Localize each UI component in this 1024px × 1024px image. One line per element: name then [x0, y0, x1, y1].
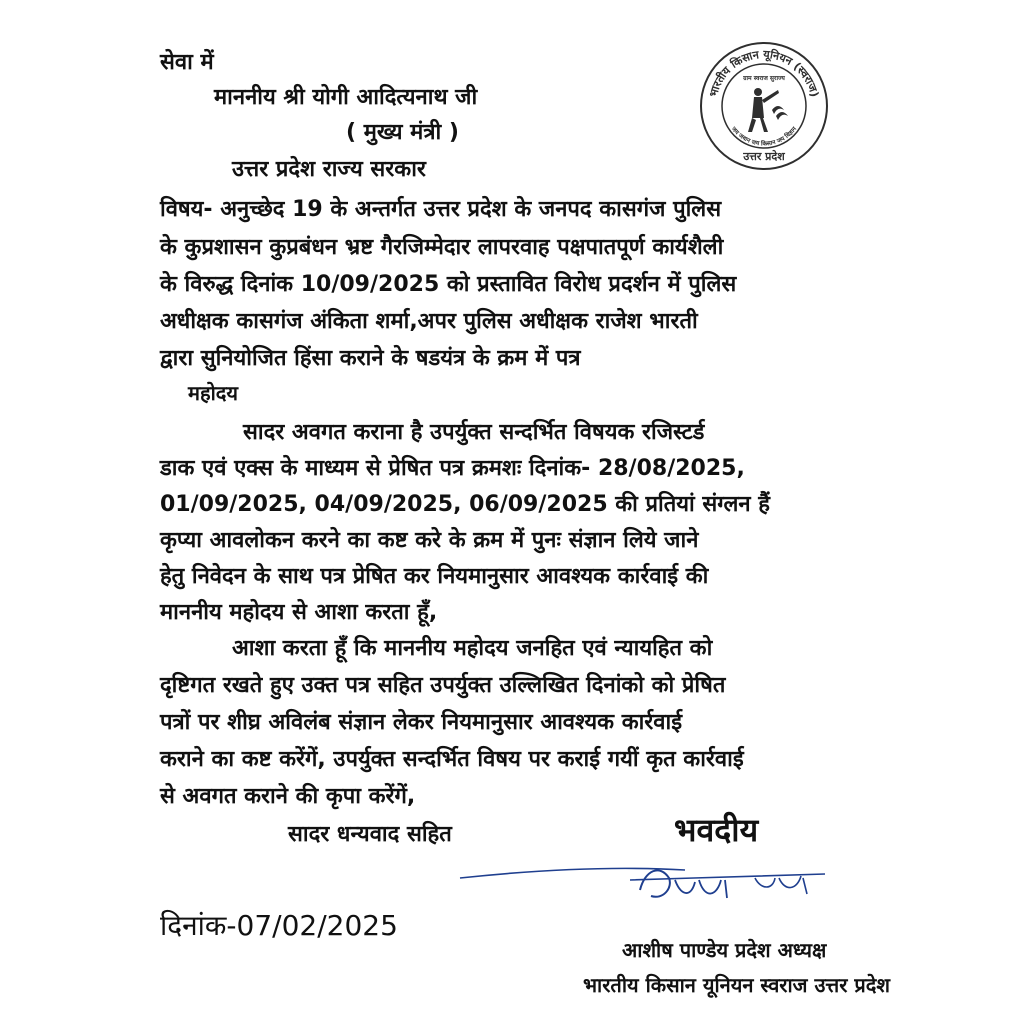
seal-region-text: उत्तर प्रदेश [743, 150, 785, 163]
subject-line-3: के विरुद्ध दिनांक 10/09/2025 को प्रस्तावित विरोध प्रदर्शन में पुलिस [160, 272, 737, 297]
para1-line-4: कृप्या आवलोकन करने का कष्ट करे के क्रम में पुनः संज्ञान लिये जाने [160, 528, 699, 553]
svg-text:भारतीय किसान यूनियन (स्वराज) [707, 47, 821, 98]
para1-line-5: हेतु निवेदन के साथ पत्र प्रेषित कर नियमानुसार आवश्यक कार्रवाई की [160, 564, 709, 589]
para2-line-3: पत्रों पर शीघ्र अविलंब संज्ञान लेकर नियमानुसार आवश्यक कार्रवाई [160, 710, 683, 735]
signatory-organization: भारतीय किसान यूनियन स्वराज उत्तर प्रदेश [583, 973, 890, 997]
handwritten-signature [455, 850, 835, 920]
letter-date: दिनांक-07/02/2025 [160, 909, 398, 942]
seal-graphic [698, 40, 830, 172]
seal-bottom-text: जय जवान जय किसान जय विज्ञान [729, 125, 799, 148]
para2-line-4: कराने का कष्ट करेंगें, उपर्युक्त सन्दर्भित विषय पर कराई गयीं कृत कार्रवाई [160, 747, 744, 772]
para1-line-1: सादर अवगत कराना है उपर्युक्त सन्दर्भित विषयक रजिस्टर्ड [243, 420, 705, 445]
para2-line-5: से अवगत कराने की कृपा करेंगें, [160, 784, 416, 809]
farmer-figure-icon [748, 88, 788, 132]
addressee-office: उत्तर प्रदेश राज्य सरकार [232, 157, 426, 182]
para1-line-2: डाक एवं एक्स के माध्यम से प्रेषित पत्र क्रमशः दिनांक- 28/08/2025, [160, 456, 745, 481]
para2-line-2: दृष्टिगत रखते हुए उक्त पत्र सहित उपर्युक्त उल्लिखित दिनांको को प्रेषित [160, 673, 726, 698]
seal-top-text: भारतीय किसान यूनियन (स्वराज) [706, 47, 822, 99]
subject-line-4: अधीक्षक कासगंज अंकिता शर्मा,अपर पुलिस अधीक्षक राजेश भारती [160, 309, 698, 334]
salutation-to: सेवा में [160, 50, 214, 75]
para1-line-3: 01/09/2025, 04/09/2025, 06/09/2025 की प्रतियां संग्लन हैं [160, 492, 770, 517]
subject-line-2: के कुप्रशासन कुप्रबंधन भ्रष्ट गैरजिम्मेदार लापरवाह पक्षपातपूर्ण कार्यशैली [160, 235, 724, 260]
subject-line-1: विषय- अनुच्छेद 19 के अन्तर्गत उत्तर प्रदेश के जनपद कासगंज पुलिस [160, 197, 722, 222]
subject-line-5: द्वारा सुनियोजित हिंसा कराने के षडयंत्र के क्रम में पत्र [160, 346, 581, 371]
para1-line-6: माननीय महोदय से आशा करता हूँ, [160, 600, 438, 625]
para2-line-1: आशा करता हूँ कि माननीय महोदय जनहित एवं न्यायहित को [232, 636, 713, 661]
organization-seal [698, 40, 830, 172]
addressee-title: ( मुख्य मंत्री ) [346, 120, 459, 145]
greeting: महोदय [188, 381, 238, 405]
seal-inner-text: ग्राम स्वराज सुराज्य [743, 75, 785, 82]
closing-bhavdiya: भवदीय [674, 811, 759, 849]
signatory-name: आशीष पाण्डेय प्रदेश अध्यक्ष [622, 938, 827, 962]
thanks-line: सादर धन्यवाद सहित [288, 822, 452, 847]
addressee-name: माननीय श्री योगी आदित्यनाथ जी [214, 85, 478, 110]
